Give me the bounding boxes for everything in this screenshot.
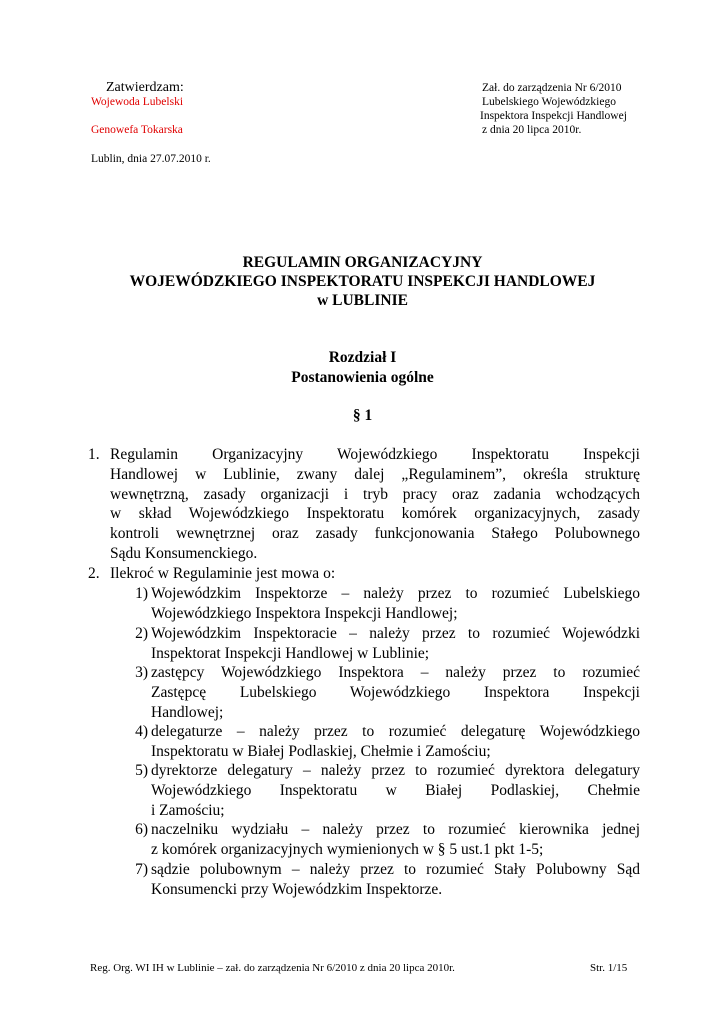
text-line: z komórek organizacyjnych wymienionych w § 5 ust.1 pkt 1-5; xyxy=(151,840,544,858)
place-date: Lublin, dnia 27.07.2010 r. xyxy=(91,153,211,165)
definition-item xyxy=(151,860,640,900)
text-line: Wojewódzkim Inspektorze – należy przez to rozumieć Lubelskiego xyxy=(151,585,640,602)
definition-number: 3) xyxy=(135,664,148,681)
definition-item xyxy=(151,722,640,762)
chapter-title: Rozdział I xyxy=(328,349,397,366)
text-line: Wojewódzkiego Inspektora Inspekcji Handlowej; xyxy=(151,604,458,622)
text-line: Inspektorat Inspekcji Handlowej w Lublinie; xyxy=(151,644,430,662)
text-line: w skład Wojewódzkiego Inspektoratu komórek organizacyjnych, zasady xyxy=(110,505,640,523)
text-line: i Zamościu; xyxy=(151,801,225,819)
definition-number: 1) xyxy=(135,585,148,602)
attachment-line: Lubelskiego Wojewódzkiego xyxy=(482,96,616,108)
text-line: Regulamin Organizacyjny Wojewódzkiego Inspektoratu Inspekcji xyxy=(110,446,640,463)
text-line: wewnętrzną, zasady organizacji i tryb pracy oraz zadania wchodzących xyxy=(110,485,640,503)
attachment-line: z dnia 20 lipca 2010r. xyxy=(482,124,582,136)
chapter-subtitle: Postanowienia ogólne xyxy=(291,369,434,386)
text-line: delegaturze – należy przez to rozumieć delegaturę Wojewódzkiego xyxy=(151,723,640,740)
text-line: Handlowej w Lublinie, zwany dalej „Regulaminem”, określa strukturę xyxy=(110,465,640,483)
text-line: Wojewódzkiego Inspektoratu w Białej Podlaskiej, Chełmie xyxy=(151,781,640,799)
text-line: Inspektoratu w Białej Podlaskiej, Chełmie i Zamościu; xyxy=(151,742,491,760)
definition-number: 5) xyxy=(135,762,148,779)
footer-text: Reg. Org. WI IH w Lublinie – zał. do zarządzenia Nr 6/2010 z dnia 20 lipca 2010r. xyxy=(90,962,455,974)
text-line: Wojewódzkim Inspektoracie – należy przez to rozumieć Wojewódzki xyxy=(151,625,640,642)
doc-title-line: WOJEWÓDZKIEGO INSPEKTORATU INSPEKCJI HANDLOWEJ xyxy=(129,273,596,290)
text-line: zastępcy Wojewódzkiego Inspektora – należy przez to rozumieć xyxy=(151,664,640,681)
text-line: kontroli wewnętrznej oraz zasady funkcjonowania Stałego Polubownego xyxy=(110,525,640,543)
text-line: Zastępcę Lubelskiego Wojewódzkiego Inspektora Inspekcji xyxy=(151,683,640,701)
definition-item xyxy=(151,820,640,860)
approve-label: Zatwierdzam: xyxy=(106,80,184,95)
attachment-line: Zał. do zarządzenia Nr 6/2010 xyxy=(482,82,622,94)
page-number: Str. 1/15 xyxy=(590,962,628,974)
doc-title-line: REGULAMIN ORGANIZACYJNY xyxy=(242,254,483,271)
paragraph-1-text xyxy=(110,445,640,564)
approver-title: Wojewoda Lubelski xyxy=(91,96,184,108)
section-mark: § 1 xyxy=(352,407,373,424)
attachment-line: Inspektora Inspekcji Handlowej xyxy=(480,110,627,122)
paragraph-number: 1. xyxy=(88,446,100,463)
text-line: sądzie polubownym – należy przez to rozumieć Stały Polubowny Sąd xyxy=(151,861,640,878)
text-line: dyrektorze delegatury – należy przez to rozumieć dyrektora delegatury xyxy=(151,762,640,779)
definition-item xyxy=(151,624,640,664)
definition-number: 2) xyxy=(135,625,148,642)
approver-name: Genowefa Tokarska xyxy=(91,124,183,136)
definition-number: 6) xyxy=(135,821,148,838)
doc-title-line: w LUBLINIE xyxy=(317,292,408,309)
paragraph-2-text xyxy=(110,564,640,584)
text-line: Sądu Konsumenckiego. xyxy=(110,544,258,562)
text-line: Konsumencki przy Wojewódzkim Inspektorze. xyxy=(151,880,443,898)
text-line: Handlowej; xyxy=(151,703,224,721)
paragraph-number: 2. xyxy=(88,565,100,582)
text-line: Ilekroć w Regulaminie jest mowa o: xyxy=(110,565,336,582)
definition-number: 4) xyxy=(135,723,148,740)
text-line: naczelniku wydziału – należy przez to rozumieć kierownika jednej xyxy=(151,821,640,838)
definition-item xyxy=(151,663,640,722)
definition-number: 7) xyxy=(135,861,148,878)
definition-item xyxy=(151,584,640,624)
definition-item xyxy=(151,761,640,820)
